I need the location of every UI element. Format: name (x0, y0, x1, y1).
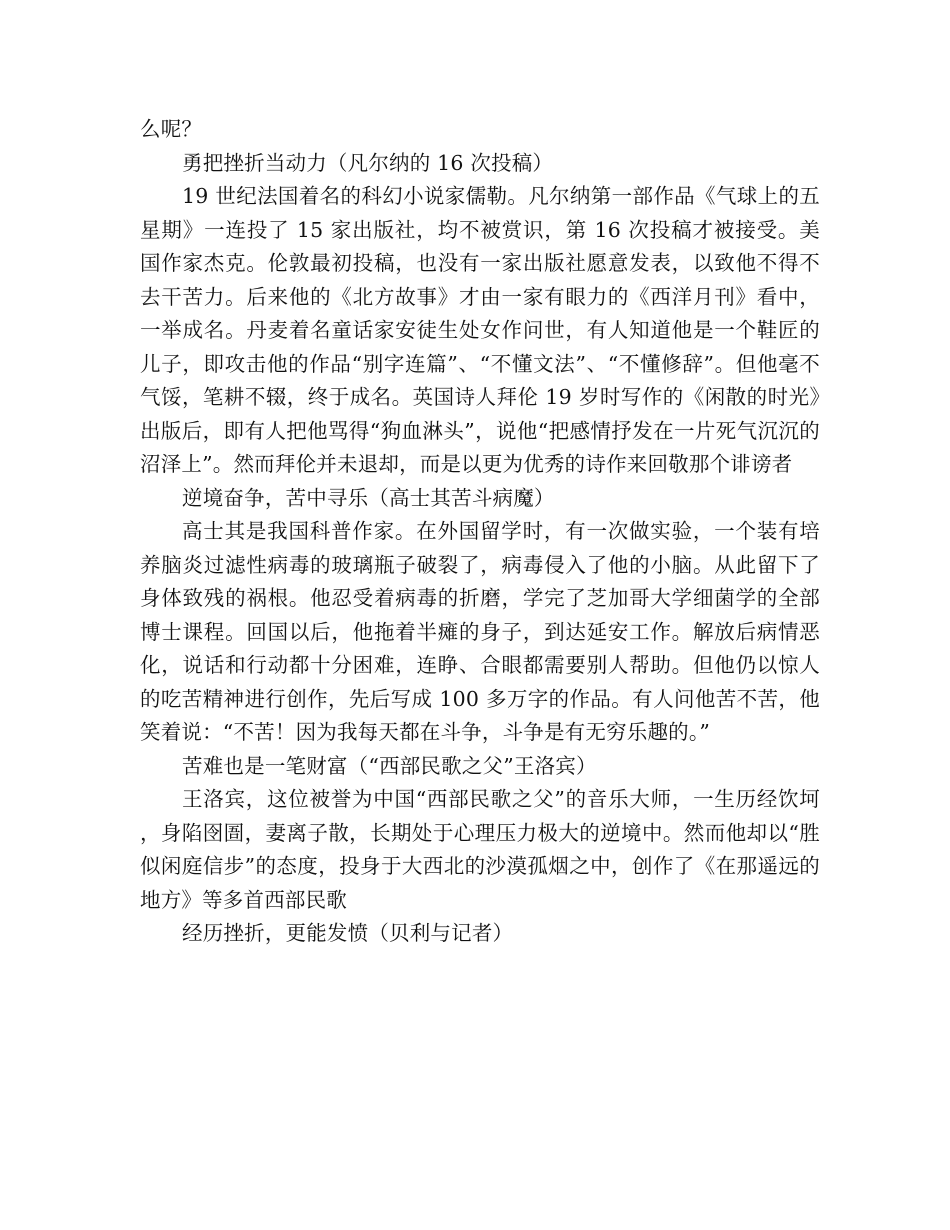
section-heading-pele: 经历挫折，更能发愤（贝利与记者） (182, 921, 514, 945)
document-body (140, 113, 820, 951)
section-heading-verne: 勇把挫折当动力（凡尔纳的 16 次投稿） (182, 150, 554, 175)
paragraph-gao-shiqi-story: 高士其是我国科普作家。在外国留学时，有一次做实验，一个装有培养脑炎过滤性病毒的玻璃瓶子破裂了，病毒侵入了他的小脑。从此留下了身体致残的祸根。他忍受着病毒的折磨，学完了芝加哥大学细菌学的全部博士课程。回国以后，他拖着半瘫的身子，到达延安工作。解放后病情恶化，说话和行动都十分困难，连睁、合眼都需要别人帮助。但他仍以惊人的吃苦精神进行创作，先后写成 100 多万字的作品。有人问他苦不苦，他笑着说：“不苦！因为我每天都在斗争，斗争是有无穷乐趣的。” (140, 519, 820, 744)
section-heading-wang-luobin: 苦难也是一笔财富（“西部民歌之父”王洛宾） (182, 753, 597, 778)
paragraph-wang-luobin-story: 王洛宾，这位被誉为中国“西部民歌之父”的音乐大师，一生历经饮坷，身陷囹圄，妻离子散，长期处于心理压力极大的逆境中。然而他却以“胜似闲庭信步”的态度，投身于大西北的沙漠孤烟之中，创作了《在那遥远的地方》等多首西部民歌 (140, 787, 820, 912)
paragraph-verne-story: 19 世纪法国着名的科幻小说家儒勒。凡尔纳第一部作品《气球上的五星期》一连投了 15 家出版社，均不被赏识，第 16 次投稿才被接受。美国作家杰克。伦敦最初投稿，也没有一家出版社愿意发表，以致他不得不去干苦力。后来他的《北方故事》才由一家有眼力的《西洋月刊》看中，一举成名。丹麦着名童话家安徒生处女作问世，有人知道他是一个鞋匠的儿子，即攻击他的作品“别字连篇”、“不懂文法”、“不懂修辞”。但他毫不气馁，笔耕不辍，终于成名。英国诗人拜伦 19 岁时写作的《闲散的时光》出版后，即有人把他骂得“狗血淋头”，说他“把感情抒发在一片死气沉沉的沼泽上”。然而拜伦并未退却，而是以更为优秀的诗作来回敬那个诽谤者 (140, 184, 820, 476)
section-heading-gao-shiqi: 逆境奋争，苦中寻乐（高士其苦斗病魔） (182, 485, 555, 510)
paragraph-continuation: 么呢？ (140, 117, 203, 141)
